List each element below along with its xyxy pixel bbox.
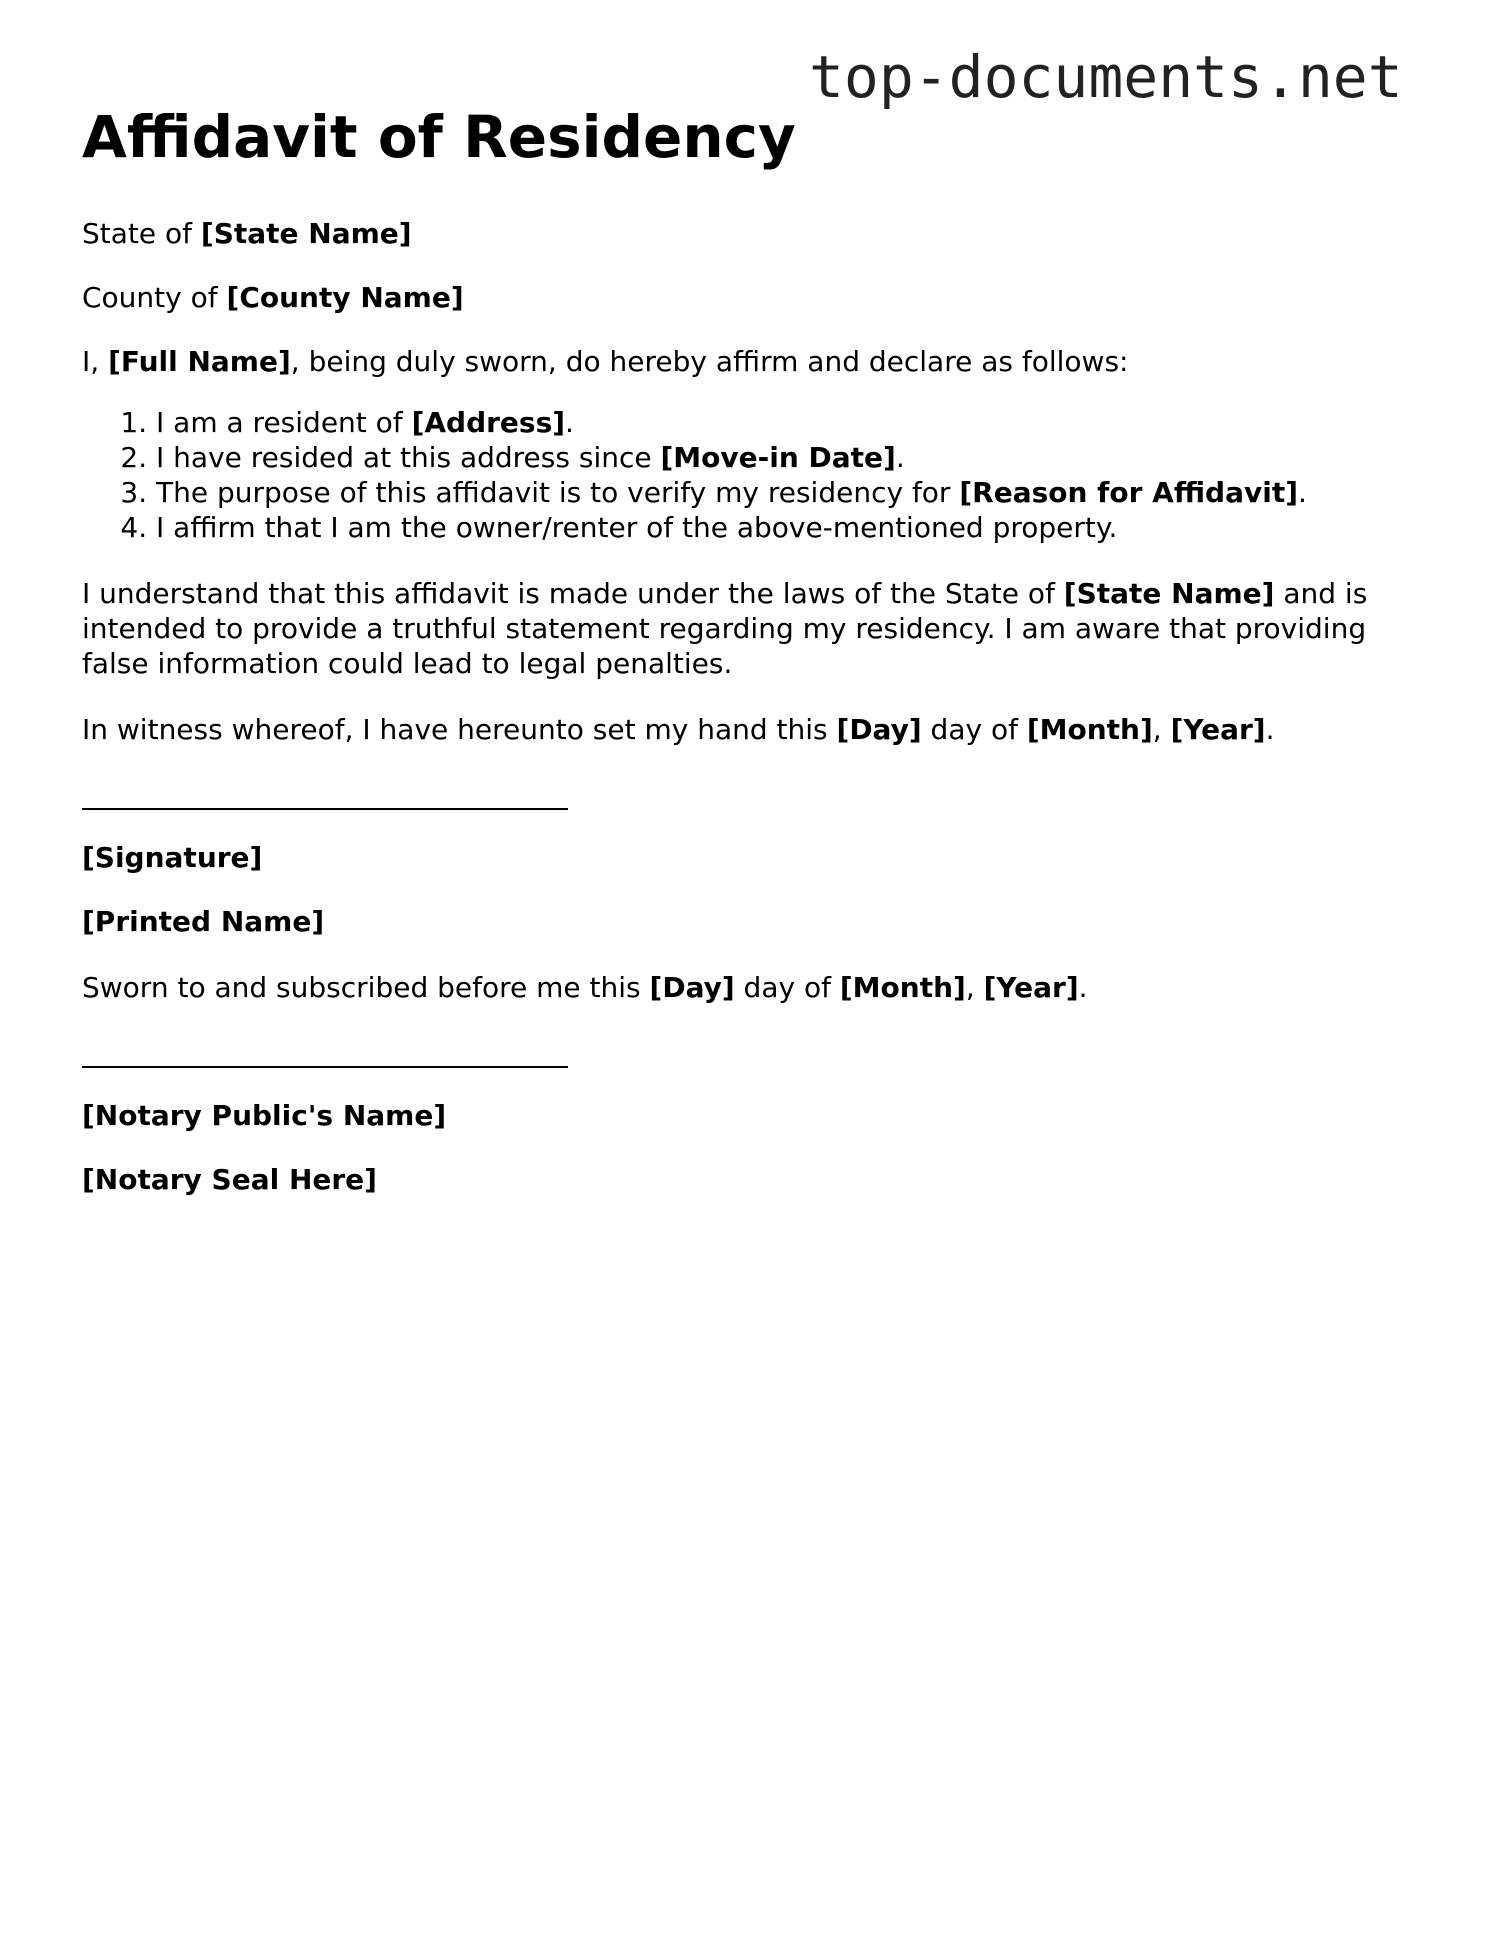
witness-year: [Year] xyxy=(1170,713,1266,746)
intro-prefix: I, xyxy=(82,345,109,378)
signature-label-text: [Signature] xyxy=(82,841,263,874)
list-item xyxy=(156,405,1307,440)
county-prefix: County of xyxy=(82,281,227,314)
list-item-text: I am a resident of xyxy=(156,406,412,439)
witness-mid2: , xyxy=(1152,713,1171,746)
state-line xyxy=(82,216,412,251)
signature-label xyxy=(82,840,262,875)
full-name-placeholder: [Full Name] xyxy=(108,345,291,378)
list-item-placeholder: [Reason for Affidavit] xyxy=(959,476,1299,509)
county-line xyxy=(82,280,464,315)
witness-mid1: day of xyxy=(921,713,1027,746)
witness-suffix: . xyxy=(1265,713,1275,746)
witness-month: [Month] xyxy=(1026,713,1153,746)
intro-line xyxy=(82,344,1128,379)
understand-placeholder: [State Name] xyxy=(1063,577,1275,610)
witness-day: [Day] xyxy=(836,713,922,746)
printed-name-label xyxy=(82,904,324,939)
sworn-mid1: day of xyxy=(734,971,840,1004)
list-item-text: The purpose of this affidavit is to verify my residency for xyxy=(156,476,960,509)
list-item xyxy=(156,475,1307,510)
state-placeholder: [State Name] xyxy=(200,217,412,250)
county-placeholder: [County Name] xyxy=(226,281,464,314)
notary-signature-line xyxy=(82,1066,568,1068)
list-item-placeholder: [Move-in Date] xyxy=(660,441,896,474)
list-item xyxy=(156,510,1307,545)
printed-name-label-text: [Printed Name] xyxy=(82,905,325,938)
list-item-suffix: . xyxy=(1298,476,1307,509)
witness-prefix: In witness whereof, I have hereunto set my hand this xyxy=(82,713,837,746)
sworn-line xyxy=(82,970,1088,1005)
list-item-text: I have resided at this address since xyxy=(156,441,661,474)
list-item-placeholder: [Address] xyxy=(411,406,566,439)
notary-name-label xyxy=(82,1098,446,1133)
notary-seal-label-text: [Notary Seal Here] xyxy=(82,1163,377,1196)
watermark-text: top-documents.net xyxy=(809,43,1403,111)
sworn-suffix: . xyxy=(1078,971,1088,1004)
sworn-year: [Year] xyxy=(983,971,1079,1004)
list-item-text: I affirm that I am the owner/renter of the above-mentioned property. xyxy=(156,511,1118,544)
witness-line xyxy=(82,712,1275,747)
state-prefix: State of xyxy=(82,217,201,250)
sworn-month: [Month] xyxy=(839,971,966,1004)
notary-name-label-text: [Notary Public's Name] xyxy=(82,1099,447,1132)
sworn-prefix: Sworn to and subscribed before me this xyxy=(82,971,650,1004)
notary-seal-label xyxy=(82,1162,377,1197)
sworn-day: [Day] xyxy=(649,971,735,1004)
list-item-suffix: . xyxy=(565,406,574,439)
understand-paragraph xyxy=(82,576,1422,681)
understand-suffix: and is intended to provide a truthful statement regarding my residency. I am aware that providing false information could lead to legal penalties. xyxy=(82,577,1368,680)
declaration-list xyxy=(82,405,1307,545)
signature-line xyxy=(82,808,568,810)
sworn-mid2: , xyxy=(965,971,984,1004)
page-title: Affidavit of Residency xyxy=(82,103,796,171)
intro-suffix: , being duly sworn, do hereby affirm and declare as follows: xyxy=(290,345,1129,378)
list-item xyxy=(156,440,1307,475)
list-item-suffix: . xyxy=(895,441,905,474)
understand-prefix: I understand that this affidavit is made under the laws of the State of xyxy=(82,577,1064,610)
